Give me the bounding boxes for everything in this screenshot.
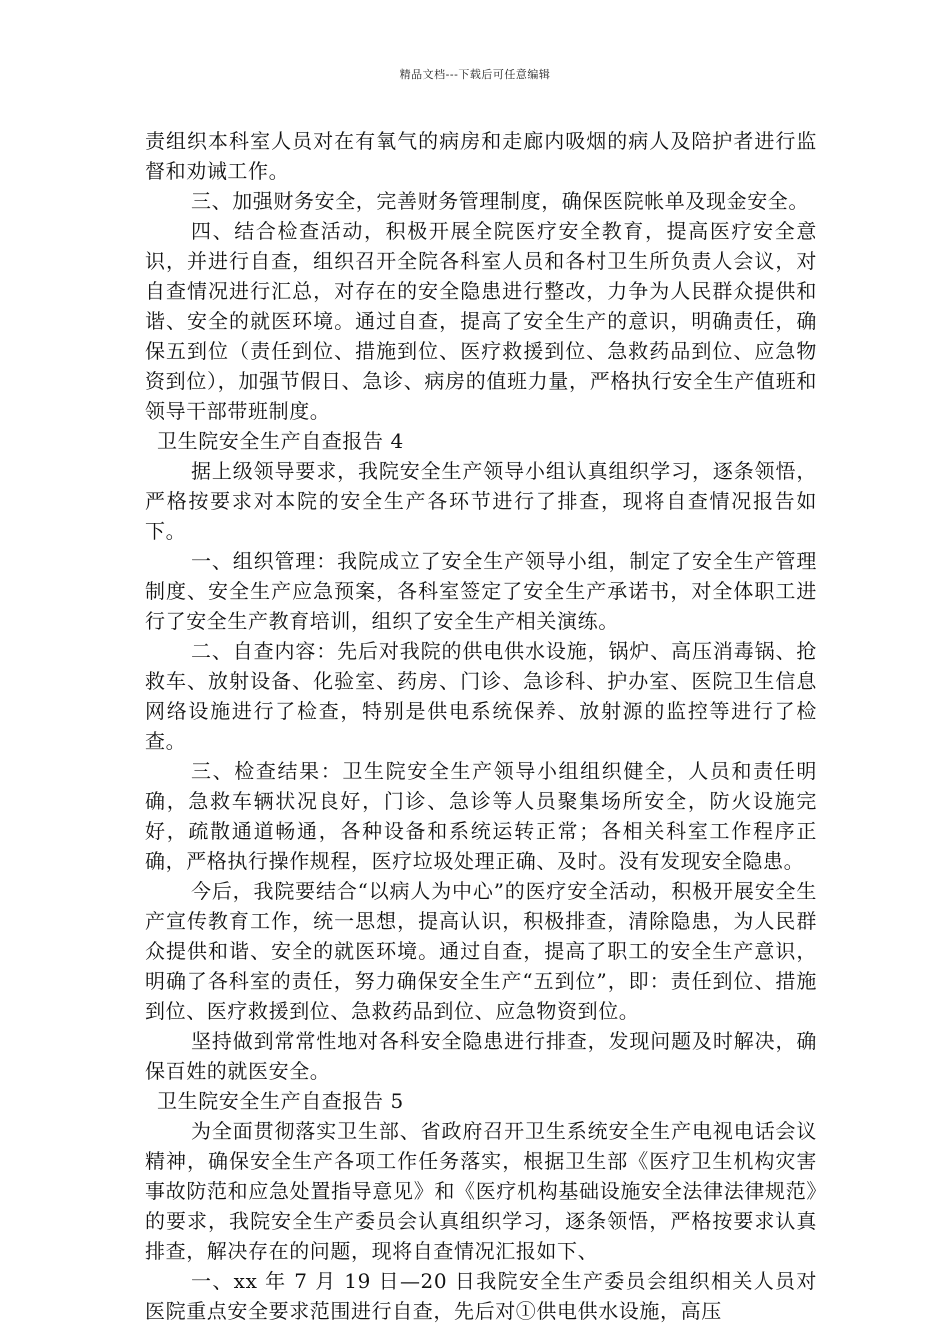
paragraph: 据上级领导要求，我院安全生产领导小组认真组织学习，逐条领悟，严格按要求对本院的安全生产各环节进行了排查，现将自查情况报告如下。 [145, 459, 817, 543]
paragraph: 今后，我院要结合“以病人为中心”的医疗安全活动，积极开展安全生产宣传教育工作，统一思想，提高认识，积极排查，清除隐患，为人民群众提供和谐、安全的就医环境。通过自查，提高了职工的安全生产意识，明确了各科室的责任，努力确保安全生产“五到位”，即：责任到位、措施到位、医疗救援到位、急救药品到位、应急物资到位。 [145, 879, 817, 1023]
paragraph: 四、结合检查活动，积极开展全院医疗安全教育，提高医疗安全意识，并进行自查，组织召开全院各科室人员和各村卫生所负责人会议，对自查情况进行汇总，对存在的安全隐患进行整改，力争为人民群众提供和谐、安全的就医环境。通过自查，提高了安全生产的意识，明确责任，确保五到位（责任到位、措施到位、医疗救援到位、急救药品到位、应急物资到位），加强节假日、急诊、病房的值班力量，严格执行安全生产值班和领导干部带班制度。 [145, 219, 817, 423]
paragraph: 二、自查内容：先后对我院的供电供水设施，锅炉、高压消毒锅、抢救车、放射设备、化验室、药房、门诊、急诊科、护办室、医院卫生信息网络设施进行了检查，特别是供电系统保养、放射源的监控等进行了检查。 [145, 639, 817, 753]
document-body [145, 126, 817, 1326]
paragraph: 坚持做到常常性地对各科安全隐患进行排查，发现问题及时解决，确保百姓的就医安全。 [145, 1029, 817, 1083]
page-header: 精品文档---下载后可任意编辑 [399, 68, 551, 81]
paragraph: 为全面贯彻落实卫生部、省政府召开卫生系统安全生产电视电话会议精神，确保安全生产各项工作任务落实，根据卫生部《医疗卫生机构灾害事故防范和应急处置指导意见》和《医疗机构基础设施安全法律法律规范》的要求，我院安全生产委员会认真组织学习，逐条领悟，严格按要求认真排查，解决存在的问题，现将自查情况汇报如下、 [145, 1119, 817, 1263]
paragraph: 三、检查结果：卫生院安全生产领导小组组织健全，人员和责任明确，急救车辆状况良好，门诊、急诊等人员聚集场所安全，防火设施完好，疏散通道畅通，各种设备和系统运转正常；各相关科室工作程序正确，严格执行操作规程，医疗垃圾处理正确、及时。没有发现安全隐患。 [145, 759, 817, 873]
section-heading: 卫生院安全生产自查报告 5 [157, 1089, 404, 1113]
section-heading: 卫生院安全生产自查报告 4 [157, 429, 404, 453]
paragraph: 一、xx 年 7 月 19 日—20 日我院安全生产委员会组织相关人员对医院重点安全要求范围进行自查，先后对①供电供水设施，高压 [145, 1269, 817, 1323]
paragraph: 责组织本科室人员对在有氧气的病房和走廊内吸烟的病人及陪护者进行监督和劝诫工作。 [145, 129, 817, 183]
paragraph: 三、加强财务安全，完善财务管理制度，确保医院帐单及现金安全。 [191, 189, 809, 213]
paragraph: 一、组织管理：我院成立了安全生产领导小组，制定了安全生产管理制度、安全生产应急预案，各科室签定了安全生产承诺书，对全体职工进行了安全生产教育培训，组织了安全生产相关演练。 [145, 549, 817, 633]
